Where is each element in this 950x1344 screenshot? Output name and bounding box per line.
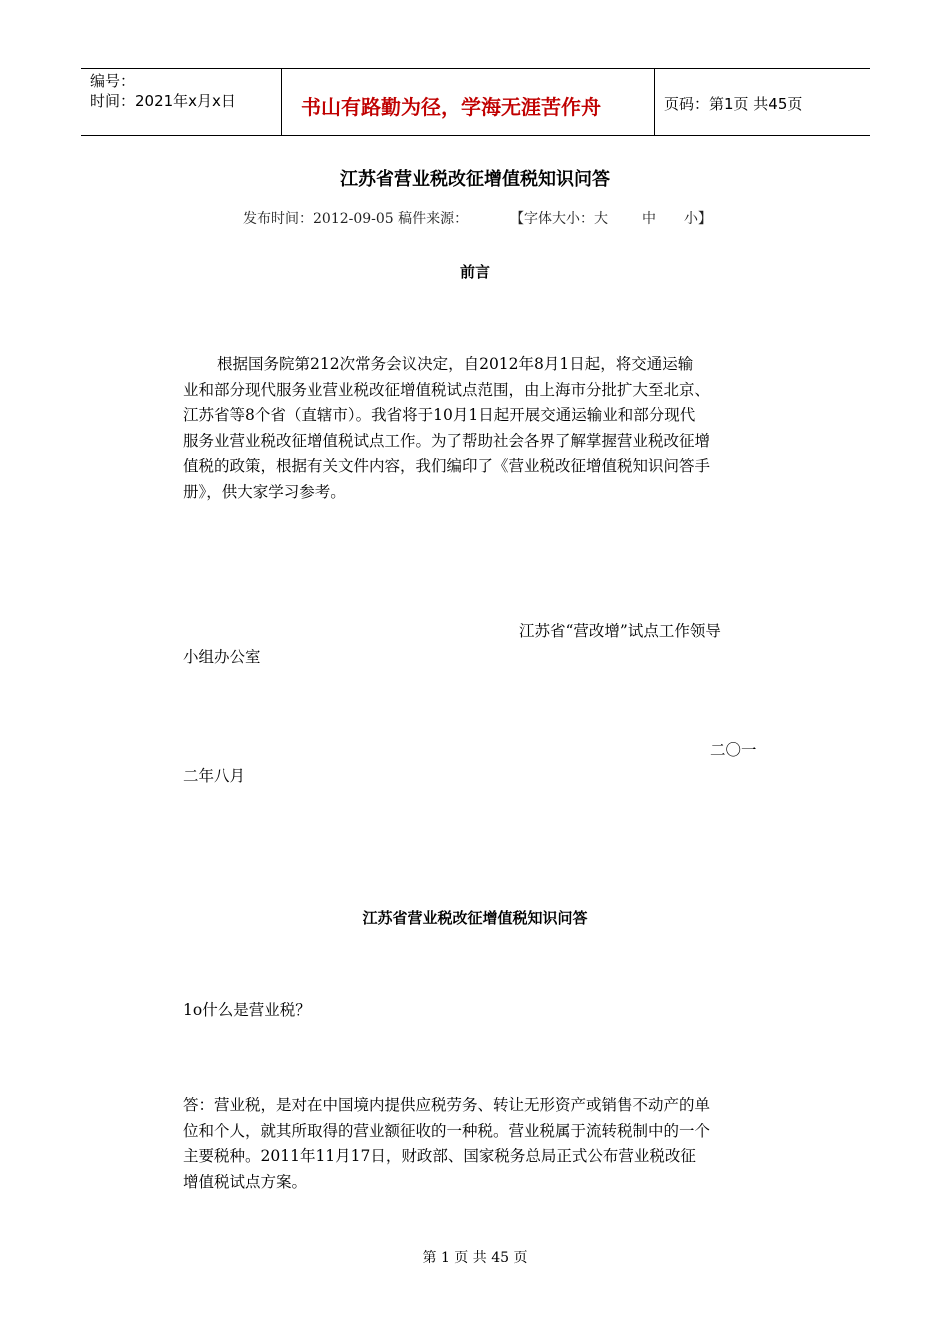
page-footer: 第 1 页 共 45 页 [422,1250,528,1266]
font-size-label: 【字体大小： [510,211,594,227]
font-size-large-link[interactable]: 大 [594,211,608,227]
section-title: 江苏省营业税改征增值税知识问答 [362,909,588,927]
header-divider-right [654,68,655,135]
font-size-close: 】 [698,211,712,227]
header-motto: 书山有路勤为径，学海无涯苦作舟 [301,95,601,119]
page-title: 江苏省营业税改征增值税知识问答 [340,169,610,190]
preface-heading: 前言 [459,263,490,281]
header-top-rule [81,68,870,69]
publish-meta [243,208,468,228]
preface-line: 服务业营业税改征增值税试点工作。为了帮助社会各界了解掌握营业税改征增 [183,431,711,450]
date-line-2: 二年八月 [183,767,246,785]
preface-line: 值税的政策，根据有关文件内容，我们编印了《营业税改征增值税知识问答手 [183,457,711,475]
answer-line: 增值税试点方案。 [183,1172,308,1191]
preface-line: 业和部分现代服务业营业税改征增值税试点范围，由上海市分批扩大至北京、 [183,380,711,399]
page-code: 页码：第1页 共45页 [664,95,803,113]
time-label: 时间：2021年x月x日 [90,92,236,110]
font-size-medium-link[interactable]: 中 [642,211,656,227]
font-size-small-link[interactable]: 小 [684,211,698,227]
signature-line-2: 小组办公室 [183,648,261,666]
question-1: 1o什么是营业税？ [183,1001,311,1019]
header-bottom-rule [81,135,870,136]
date-line-1: 二〇一 [710,741,757,759]
answer-line: 答：营业税，是对在中国境内提供应税劳务、转让无形资产或销售不动产的单 [183,1096,711,1114]
font-size-control [510,208,712,228]
serial-label: 编号： [90,72,136,90]
signature-line-1: 江苏省“营改增”试点工作领导 [519,622,721,640]
answer-line: 主要税种。2011年11月17日，财政部、国家税务总局正式公布营业税改征 [183,1147,696,1165]
answer-line: 位和个人，就其所取得的营业额征收的一种税。营业税属于流转税制中的一个 [183,1121,711,1140]
preface-paragraph [183,352,769,505]
preface-line: 根据国务院第212次常务会议决定，自2012年8月1日起，将交通运输 [217,355,694,373]
publish-info: 发布时间：2012-09-05 稿件来源： [243,211,469,227]
preface-line: 江苏省等8个省（直辖市）。我省将于10月1日起开展交通运输业和部分现代 [183,406,696,424]
header-divider-left [281,68,282,135]
preface-line: 册》，供大家学习参考。 [183,482,346,501]
answer-1 [183,1093,769,1195]
